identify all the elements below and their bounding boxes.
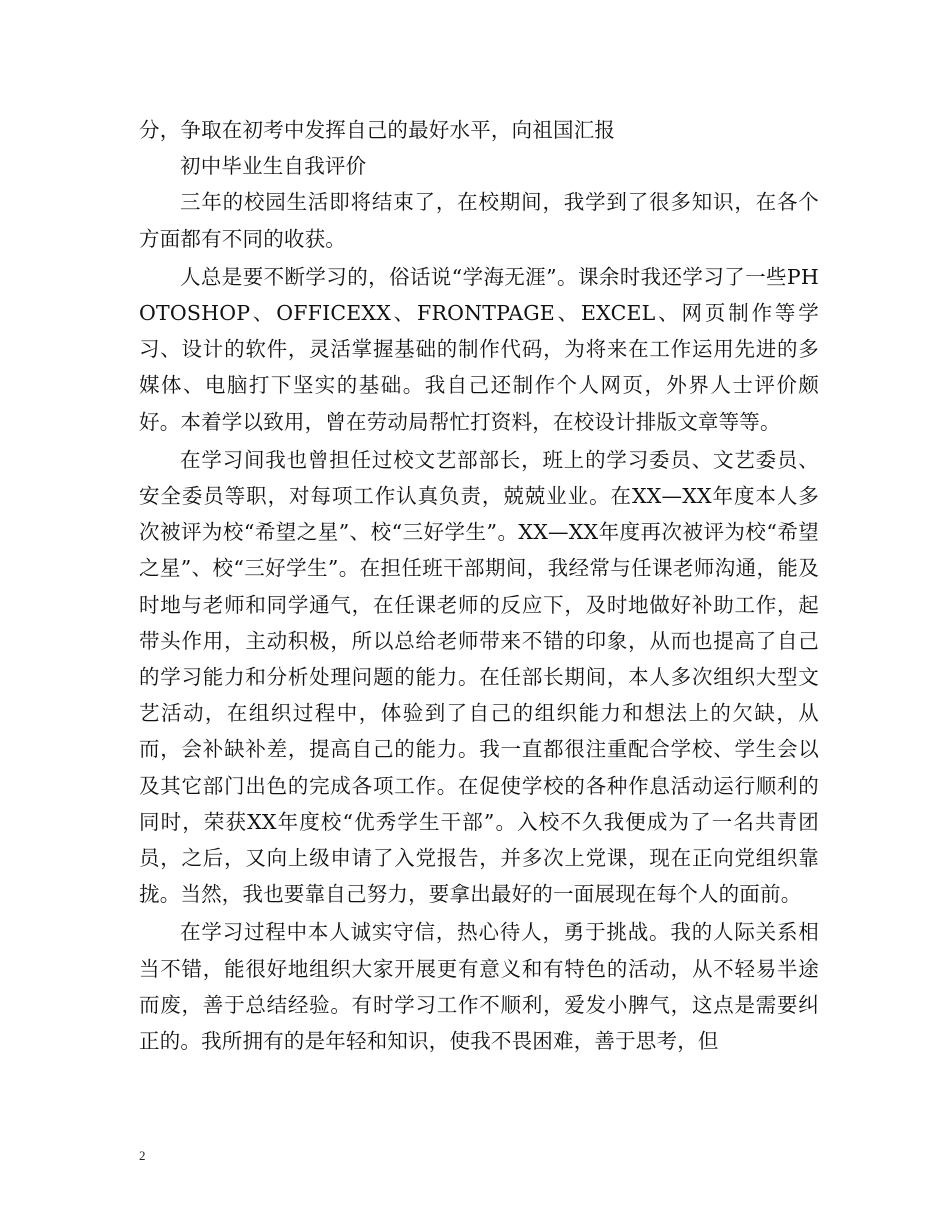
section-title: 初中毕业生自我评价 [180,154,367,179]
paragraph-5: 在学习过程中本人诚实守信，热心待人，勇于挑战。我的人际关系相当不错，能很好地组织大家开展更有意义和有特色的活动，从不轻易半途而废，善于总结经验。有时学习工作不顺利，爱发小脾气，这点是需要纠正的。我所拥有的是年轻和知识，使我不畏困难，善于思考，但 [139,920,819,1054]
paragraph-1: 分，争取在初考中发挥自己的最好水平，向祖国汇报 [139,118,616,142]
paragraph-2: 三年的校园生活即将结束了，在校期间，我学到了很多知识，在各个方面都有不同的收获。 [139,190,819,251]
paragraph-4: 在学习间我也曾担任过校文艺部部长，班上的学习委员、文艺委员、安全委员等职，对每项工作认真负责，兢兢业业。在XX—XX年度本人多次被评为校“希望之星”、校“三好学生”。XX—XX年度再次被评为校“希望之星”、校“三好学生”。在担任班干部期间，我经常与任课老师沟通，能及时地与老师和同学通气，在任课老师的反应下，及时地做好补助工作，起带头作用，主动积极，所以总给老师带来不错的印象，从而也提高了自己的学习能力和分析处理问题的能力。在任部长期间，本人多次组织大型文艺活动，在组织过程中，体验到了自己的组织能力和想法上的欠缺，从而，会补缺补差，提高自己的能力。我一直都很注重配合学校、学生会以及其它部门出色的完成各项工作。在促使学校的各种作息活动运行顺利的同时，荣获XX年度校“优秀学生干部”。入校不久我便成为了一名共青团员，之后，又向上级申请了入党报告，并多次上党课，现在正向党组织靠拢。当然，我也要靠自己努力，要拿出最好的一面展现在每个人的面前。 [139,447,819,907]
paragraph-3: 人总是要不断学习的，俗话说“学海无涯”。课余时我还学习了一些PHOTOSHOP、OFFICEXX、FRONTPAGE、EXCEL、网页制作等学习、设计的软件，灵活掌握基础的制作代码，为将来在工作运用先进的多媒体、电脑打下坚实的基础。我自己还制作个人网页，外界人士评价颇好。本着学以致用，曾在劳动局帮忙打资料，在校设计排版文章等等。 [139,264,819,434]
page-number: 2 [139,1148,146,1163]
document-body [139,112,819,1059]
